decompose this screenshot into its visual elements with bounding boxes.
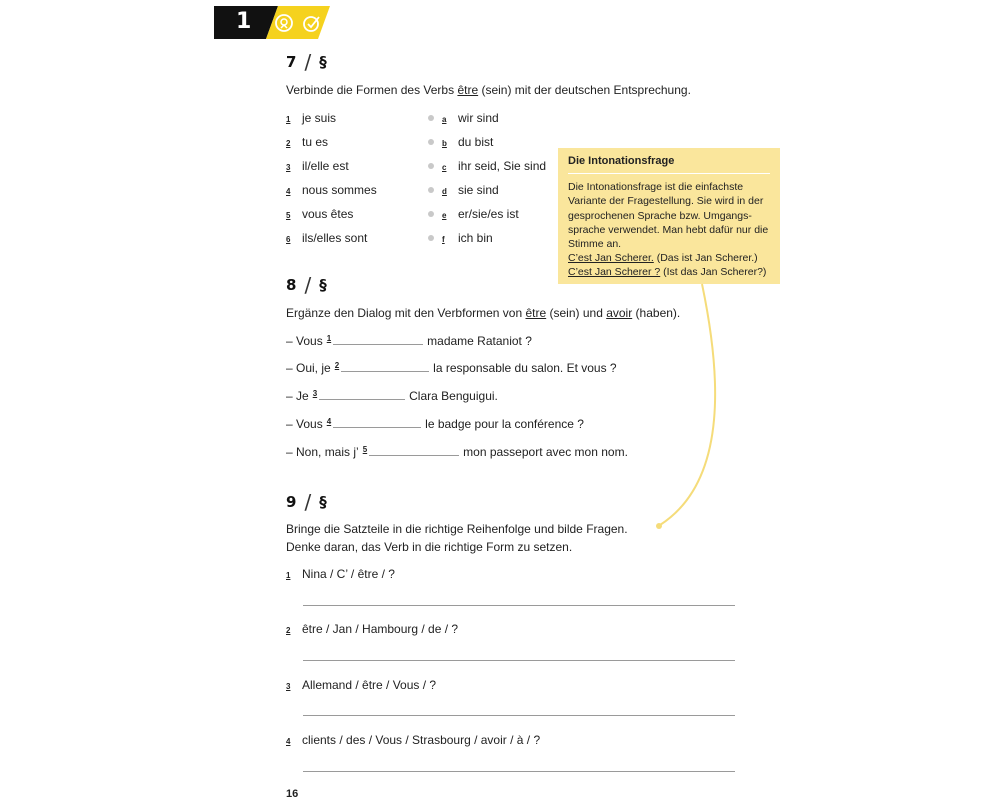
item-letter: a xyxy=(442,115,447,124)
blank-number: 2 xyxy=(334,361,340,370)
exercise-9-heading xyxy=(286,490,327,514)
blank-number: 1 xyxy=(326,334,332,343)
item-number: 3 xyxy=(286,163,291,172)
item-text: nous sommes xyxy=(302,183,377,197)
item-text: Allemand / être / Vous / ? xyxy=(302,678,437,692)
exercise-8-instruction xyxy=(286,306,680,320)
item-number: 4 xyxy=(286,737,291,746)
chapter-number: 1 xyxy=(236,9,252,34)
match-dot[interactable] xyxy=(428,211,434,217)
match-left-item[interactable] xyxy=(286,183,377,197)
match-right-item[interactable] xyxy=(428,207,519,221)
item-text: wir sind xyxy=(458,111,499,125)
item-text: du bist xyxy=(458,135,494,149)
exercise-number: 8 xyxy=(286,276,297,294)
instruction-text: (haben). xyxy=(632,306,681,320)
match-dot[interactable] xyxy=(428,139,434,145)
exercise-9-instruction-line-2: Denke daran, das Verb in die richtige Form zu setzen. xyxy=(286,540,573,554)
item-letter: e xyxy=(442,211,447,220)
dialog-text: Clara Benguigui. xyxy=(409,389,498,403)
match-right-item[interactable] xyxy=(428,135,493,149)
dialog-text: – Non, mais j’ xyxy=(286,445,359,459)
match-left-item[interactable] xyxy=(286,135,328,149)
instruction-keyword: être xyxy=(457,83,479,97)
item-number: 1 xyxy=(286,115,291,124)
dialog-text: – Vous xyxy=(286,334,323,348)
fill-blank[interactable] xyxy=(369,445,459,456)
blank-number: 4 xyxy=(326,417,332,426)
dialog-text: mon passeport avec mon nom. xyxy=(463,445,628,459)
instruction-text: Verbinde die Formen des Verbs xyxy=(286,83,458,97)
item-text: tu es xyxy=(302,135,329,149)
fill-blank[interactable] xyxy=(333,334,423,345)
fill-blank[interactable] xyxy=(319,389,405,400)
example-french: C’est Jan Scherer ? xyxy=(568,266,661,279)
example-german: (Ist das Jan Scherer?) xyxy=(660,266,767,279)
exercise-number: 7 xyxy=(286,53,297,71)
item-text: ihr seid, Sie sind xyxy=(458,159,547,173)
match-right-item[interactable] xyxy=(428,231,493,245)
head-gear-icon xyxy=(274,13,294,33)
match-left-item[interactable] xyxy=(286,159,349,173)
dialog-text: – Oui, je xyxy=(286,361,331,375)
item-text: Nina / C’ / être / ? xyxy=(302,567,395,581)
item-text: sie sind xyxy=(458,183,499,197)
item-letter: d xyxy=(442,187,447,196)
instruction-text: (sein) und xyxy=(546,306,607,320)
item-text: être / Jan / Hambourg / de / ? xyxy=(302,622,459,636)
dialog-line xyxy=(286,389,498,403)
info-box xyxy=(558,148,780,284)
item-text: clients / des / Vous / Strasbourg / avoir / à / ? xyxy=(302,733,541,747)
chapter-header xyxy=(214,6,330,39)
answer-line[interactable] xyxy=(303,771,735,772)
check-target-icon xyxy=(302,13,322,33)
exercise-7-heading xyxy=(286,50,327,74)
match-right-item[interactable] xyxy=(428,159,546,173)
item-text: ils/elles sont xyxy=(302,231,368,245)
dialog-line xyxy=(286,445,628,459)
item-number: 5 xyxy=(286,211,291,220)
instruction-text: (sein) mit der deutschen Entsprechung. xyxy=(478,83,691,97)
divider-slash: / xyxy=(304,273,312,297)
match-left-item[interactable] xyxy=(286,111,336,125)
blank-number: 3 xyxy=(312,389,318,398)
match-dot[interactable] xyxy=(428,115,434,121)
item-letter: b xyxy=(442,139,447,148)
item-number: 2 xyxy=(286,139,291,148)
example-german: (Das ist Jan Scherer.) xyxy=(653,252,758,265)
exercise-9-instruction-line-1: Bringe die Satzteile in die richtige Reihenfolge und bilde Fragen. xyxy=(286,522,628,536)
fill-blank[interactable] xyxy=(333,417,421,428)
item-number: 6 xyxy=(286,235,291,244)
sentence-item xyxy=(286,733,540,747)
item-text: ich bin xyxy=(458,231,493,245)
answer-line[interactable] xyxy=(303,660,735,661)
grammar-symbol: § xyxy=(319,276,327,294)
grammar-symbol: § xyxy=(319,493,327,511)
example-french: C’est Jan Scherer. xyxy=(568,252,654,265)
item-number: 4 xyxy=(286,187,291,196)
sentence-item xyxy=(286,622,458,636)
info-box-example-2 xyxy=(568,265,770,279)
item-text: vous êtes xyxy=(302,207,354,221)
item-text: er/sie/es ist xyxy=(458,207,519,221)
item-letter: c xyxy=(442,163,447,172)
info-box-body: Die Intonationsfrage ist die einfachste Variante der Fragestellung. Sie wird in der gesprochenen Sprache bzw. Umgangs-sprache verwendet. Man hebt dafür nur die Stimme an. xyxy=(568,181,769,251)
dialog-line xyxy=(286,334,532,348)
item-letter: f xyxy=(442,235,445,244)
match-dot[interactable] xyxy=(428,163,434,169)
grammar-symbol: § xyxy=(319,53,327,71)
dialog-line xyxy=(286,361,617,375)
divider-slash: / xyxy=(304,490,312,514)
instruction-keyword: être xyxy=(525,306,547,320)
dialog-text: – Je xyxy=(286,389,309,403)
sentence-item xyxy=(286,678,436,692)
sentence-item xyxy=(286,567,395,581)
info-box-title: Die Intonationsfrage xyxy=(568,154,770,174)
instruction-keyword: avoir xyxy=(606,306,633,320)
answer-line[interactable] xyxy=(303,715,735,716)
match-right-item[interactable] xyxy=(428,111,499,125)
dialog-text: la responsable du salon. Et vous ? xyxy=(433,361,617,375)
dialog-text: le badge pour la conférence ? xyxy=(425,417,584,431)
answer-line[interactable] xyxy=(303,605,735,606)
exercise-number: 9 xyxy=(286,493,297,511)
match-dot[interactable] xyxy=(428,187,434,193)
dialog-text: madame Rataniot ? xyxy=(427,334,532,348)
match-left-item[interactable] xyxy=(286,231,367,245)
info-box-example-1 xyxy=(568,251,770,265)
match-dot[interactable] xyxy=(428,235,434,241)
dialog-text: – Vous xyxy=(286,417,323,431)
dialog-line xyxy=(286,417,584,431)
instruction-text: Ergänze den Dialog mit den Verbformen von xyxy=(286,306,526,320)
exercise-7-instruction xyxy=(286,83,691,97)
page-number: 16 xyxy=(286,788,299,800)
divider-slash: / xyxy=(304,50,312,74)
item-number: 1 xyxy=(286,571,291,580)
match-right-item[interactable] xyxy=(428,183,499,197)
item-text: il/elle est xyxy=(302,159,349,173)
exercise-8-heading xyxy=(286,273,327,297)
item-number: 3 xyxy=(286,682,291,691)
item-text: je suis xyxy=(302,111,337,125)
blank-number: 5 xyxy=(362,445,368,454)
item-number: 2 xyxy=(286,626,291,635)
match-left-item[interactable] xyxy=(286,207,353,221)
fill-blank[interactable] xyxy=(341,361,429,372)
